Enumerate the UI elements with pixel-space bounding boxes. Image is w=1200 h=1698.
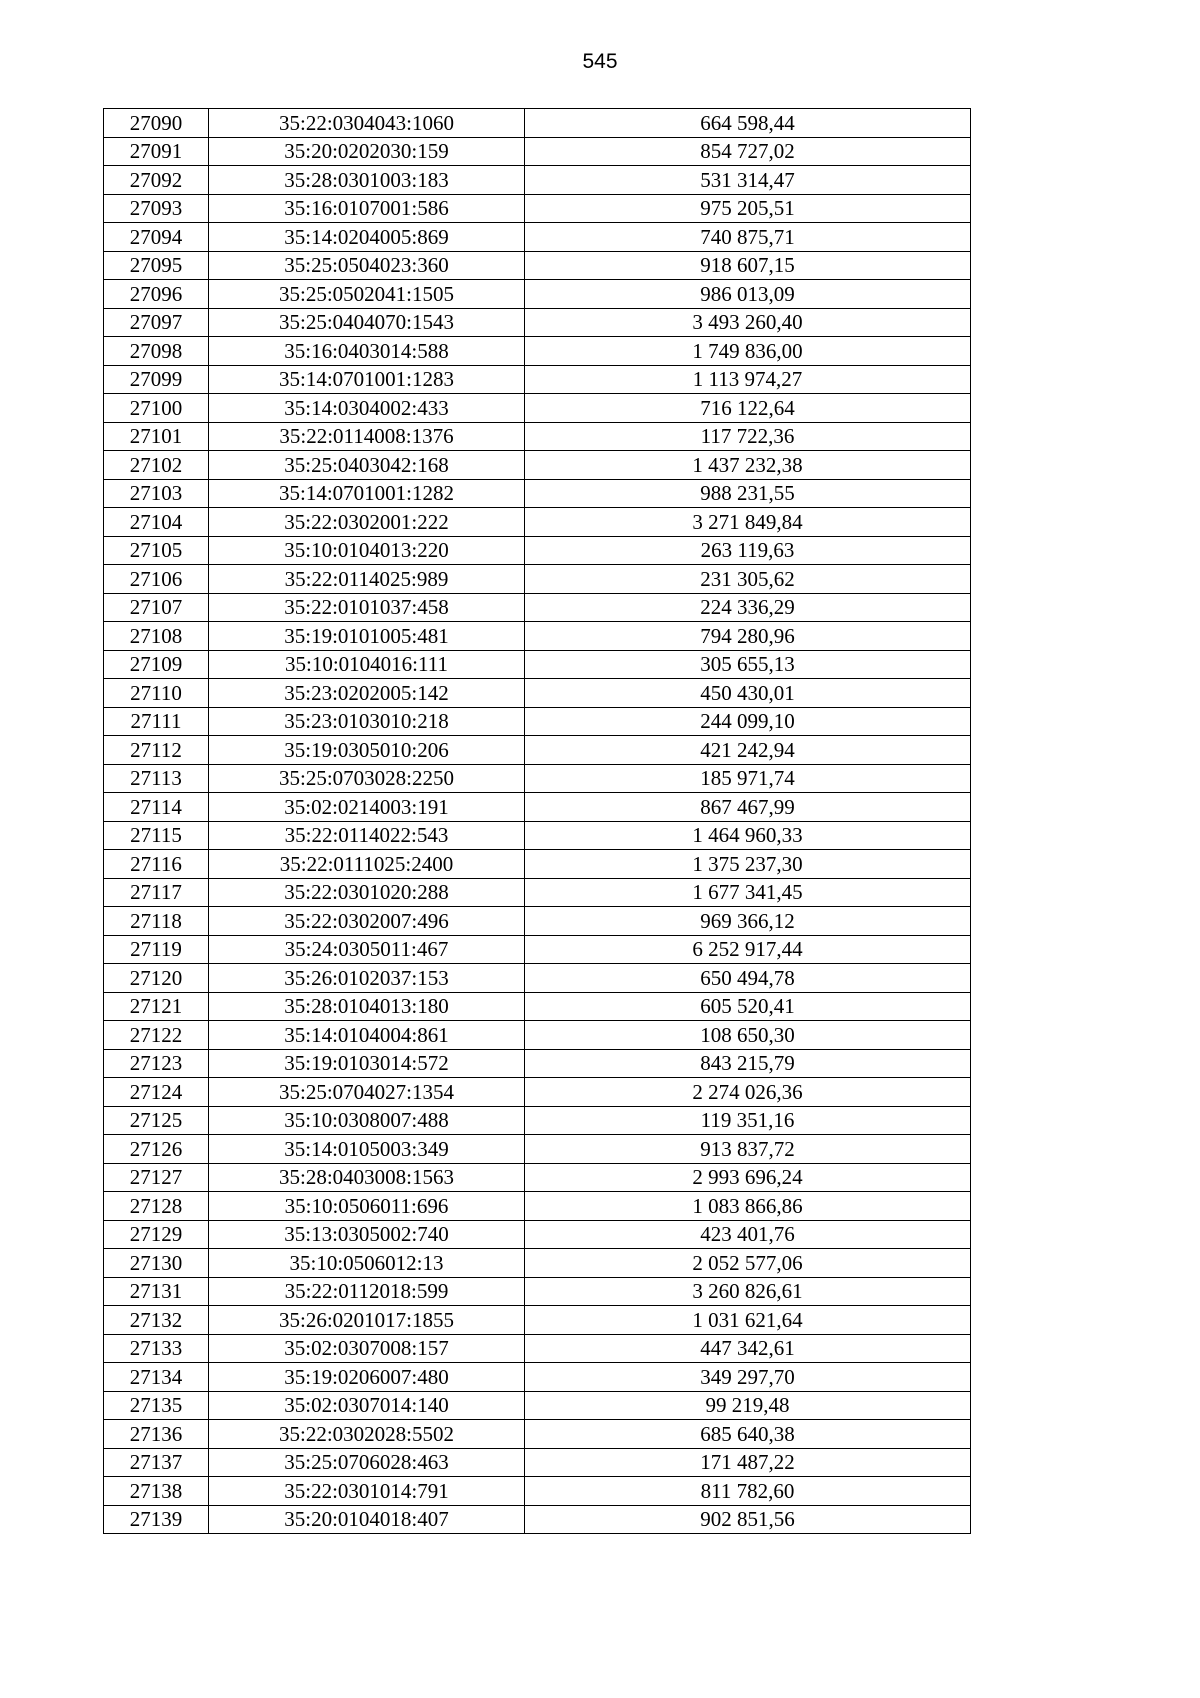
value-cell: 794 280,96 xyxy=(525,622,971,651)
row-number-cell: 27136 xyxy=(104,1420,209,1449)
value-cell: 263 119,63 xyxy=(525,536,971,565)
value-cell: 1 437 232,38 xyxy=(525,451,971,480)
table-row xyxy=(104,308,971,337)
cadastral-number-cell: 35:19:0101005:481 xyxy=(209,622,525,651)
row-number-cell: 27094 xyxy=(104,223,209,252)
table-row xyxy=(104,1306,971,1335)
table-row xyxy=(104,1334,971,1363)
row-number-cell: 27091 xyxy=(104,137,209,166)
value-cell: 969 366,12 xyxy=(525,907,971,936)
row-number-cell: 27126 xyxy=(104,1135,209,1164)
row-number-cell: 27127 xyxy=(104,1163,209,1192)
row-number-cell: 27135 xyxy=(104,1391,209,1420)
table-row xyxy=(104,137,971,166)
table-row xyxy=(104,992,971,1021)
cadastral-number-cell: 35:14:0104004:861 xyxy=(209,1021,525,1050)
cadastral-number-cell: 35:14:0701001:1283 xyxy=(209,365,525,394)
cadastral-number-cell: 35:25:0704027:1354 xyxy=(209,1078,525,1107)
cadastral-number-cell: 35:19:0206007:480 xyxy=(209,1363,525,1392)
value-cell: 988 231,55 xyxy=(525,479,971,508)
value-cell: 1 083 866,86 xyxy=(525,1192,971,1221)
value-cell: 902 851,56 xyxy=(525,1505,971,1534)
value-cell: 986 013,09 xyxy=(525,280,971,309)
cadastral-number-cell: 35:25:0703028:2250 xyxy=(209,764,525,793)
row-number-cell: 27123 xyxy=(104,1049,209,1078)
table-row xyxy=(104,1078,971,1107)
table-row xyxy=(104,479,971,508)
table-row xyxy=(104,223,971,252)
row-number-cell: 27096 xyxy=(104,280,209,309)
value-cell: 185 971,74 xyxy=(525,764,971,793)
row-number-cell: 27112 xyxy=(104,736,209,765)
value-cell: 740 875,71 xyxy=(525,223,971,252)
value-cell: 423 401,76 xyxy=(525,1220,971,1249)
registry-table-body xyxy=(104,109,971,1534)
table-row xyxy=(104,1391,971,1420)
table-row xyxy=(104,109,971,138)
value-cell: 650 494,78 xyxy=(525,964,971,993)
row-number-cell: 27102 xyxy=(104,451,209,480)
table-row xyxy=(104,593,971,622)
cadastral-number-cell: 35:20:0202030:159 xyxy=(209,137,525,166)
row-number-cell: 27104 xyxy=(104,508,209,537)
cadastral-number-cell: 35:19:0103014:572 xyxy=(209,1049,525,1078)
row-number-cell: 27117 xyxy=(104,878,209,907)
table-row xyxy=(104,422,971,451)
cadastral-number-cell: 35:28:0403008:1563 xyxy=(209,1163,525,1192)
row-number-cell: 27114 xyxy=(104,793,209,822)
cadastral-number-cell: 35:25:0706028:463 xyxy=(209,1448,525,1477)
value-cell: 1 375 237,30 xyxy=(525,850,971,879)
cadastral-number-cell: 35:22:0302028:5502 xyxy=(209,1420,525,1449)
cadastral-number-cell: 35:22:0302001:222 xyxy=(209,508,525,537)
value-cell: 1 677 341,45 xyxy=(525,878,971,907)
value-cell: 531 314,47 xyxy=(525,166,971,195)
table-row xyxy=(104,280,971,309)
value-cell: 843 215,79 xyxy=(525,1049,971,1078)
cadastral-number-cell: 35:10:0506012:13 xyxy=(209,1249,525,1278)
table-row xyxy=(104,1135,971,1164)
cadastral-number-cell: 35:20:0104018:407 xyxy=(209,1505,525,1534)
row-number-cell: 27099 xyxy=(104,365,209,394)
row-number-cell: 27137 xyxy=(104,1448,209,1477)
cadastral-number-cell: 35:14:0105003:349 xyxy=(209,1135,525,1164)
cadastral-number-cell: 35:23:0202005:142 xyxy=(209,679,525,708)
cadastral-number-cell: 35:22:0114022:543 xyxy=(209,821,525,850)
cadastral-number-cell: 35:10:0104013:220 xyxy=(209,536,525,565)
cadastral-number-cell: 35:25:0502041:1505 xyxy=(209,280,525,309)
value-cell: 3 271 849,84 xyxy=(525,508,971,537)
value-cell: 716 122,64 xyxy=(525,394,971,423)
value-cell: 1 749 836,00 xyxy=(525,337,971,366)
cadastral-number-cell: 35:25:0404070:1543 xyxy=(209,308,525,337)
table-row xyxy=(104,565,971,594)
cadastral-number-cell: 35:26:0201017:1855 xyxy=(209,1306,525,1335)
cadastral-number-cell: 35:10:0104016:111 xyxy=(209,650,525,679)
table-row xyxy=(104,251,971,280)
value-cell: 450 430,01 xyxy=(525,679,971,708)
row-number-cell: 27101 xyxy=(104,422,209,451)
row-number-cell: 27100 xyxy=(104,394,209,423)
table-row xyxy=(104,736,971,765)
table-row xyxy=(104,1220,971,1249)
table-row xyxy=(104,1505,971,1534)
table-row xyxy=(104,1163,971,1192)
value-cell: 3 260 826,61 xyxy=(525,1277,971,1306)
table-row xyxy=(104,935,971,964)
value-cell: 854 727,02 xyxy=(525,137,971,166)
value-cell: 447 342,61 xyxy=(525,1334,971,1363)
table-row xyxy=(104,194,971,223)
value-cell: 421 242,94 xyxy=(525,736,971,765)
cadastral-number-cell: 35:22:0112018:599 xyxy=(209,1277,525,1306)
row-number-cell: 27111 xyxy=(104,707,209,736)
cadastral-number-cell: 35:16:0403014:588 xyxy=(209,337,525,366)
row-number-cell: 27109 xyxy=(104,650,209,679)
row-number-cell: 27098 xyxy=(104,337,209,366)
cadastral-number-cell: 35:25:0403042:168 xyxy=(209,451,525,480)
row-number-cell: 27106 xyxy=(104,565,209,594)
table-row xyxy=(104,166,971,195)
row-number-cell: 27103 xyxy=(104,479,209,508)
row-number-cell: 27095 xyxy=(104,251,209,280)
row-number-cell: 27139 xyxy=(104,1505,209,1534)
table-row xyxy=(104,394,971,423)
cadastral-number-cell: 35:10:0308007:488 xyxy=(209,1106,525,1135)
row-number-cell: 27128 xyxy=(104,1192,209,1221)
cadastral-number-cell: 35:22:0302007:496 xyxy=(209,907,525,936)
table-row xyxy=(104,707,971,736)
cadastral-number-cell: 35:22:0304043:1060 xyxy=(209,109,525,138)
table-row xyxy=(104,878,971,907)
table-row xyxy=(104,1192,971,1221)
cadastral-number-cell: 35:22:0301014:791 xyxy=(209,1477,525,1506)
table-row xyxy=(104,1277,971,1306)
row-number-cell: 27097 xyxy=(104,308,209,337)
value-cell: 2 274 026,36 xyxy=(525,1078,971,1107)
table-row xyxy=(104,337,971,366)
row-number-cell: 27131 xyxy=(104,1277,209,1306)
table-row xyxy=(104,622,971,651)
value-cell: 1 113 974,27 xyxy=(525,365,971,394)
table-row xyxy=(104,793,971,822)
cadastral-number-cell: 35:22:0111025:2400 xyxy=(209,850,525,879)
table-row xyxy=(104,508,971,537)
cadastral-number-cell: 35:24:0305011:467 xyxy=(209,935,525,964)
cadastral-number-cell: 35:28:0301003:183 xyxy=(209,166,525,195)
value-cell: 117 722,36 xyxy=(525,422,971,451)
row-number-cell: 27121 xyxy=(104,992,209,1021)
value-cell: 867 467,99 xyxy=(525,793,971,822)
table-row xyxy=(104,907,971,936)
table-row xyxy=(104,679,971,708)
cadastral-number-cell: 35:16:0107001:586 xyxy=(209,194,525,223)
value-cell: 244 099,10 xyxy=(525,707,971,736)
row-number-cell: 27129 xyxy=(104,1220,209,1249)
cadastral-number-cell: 35:02:0307008:157 xyxy=(209,1334,525,1363)
value-cell: 349 297,70 xyxy=(525,1363,971,1392)
row-number-cell: 27134 xyxy=(104,1363,209,1392)
value-cell: 664 598,44 xyxy=(525,109,971,138)
table-row xyxy=(104,850,971,879)
cadastral-number-cell: 35:22:0101037:458 xyxy=(209,593,525,622)
row-number-cell: 27108 xyxy=(104,622,209,651)
page-number: 545 xyxy=(582,50,618,73)
cadastral-number-cell: 35:19:0305010:206 xyxy=(209,736,525,765)
value-cell: 2 993 696,24 xyxy=(525,1163,971,1192)
table-row xyxy=(104,1448,971,1477)
row-number-cell: 27130 xyxy=(104,1249,209,1278)
cadastral-number-cell: 35:23:0103010:218 xyxy=(209,707,525,736)
row-number-cell: 27092 xyxy=(104,166,209,195)
value-cell: 305 655,13 xyxy=(525,650,971,679)
row-number-cell: 27110 xyxy=(104,679,209,708)
table-row xyxy=(104,764,971,793)
value-cell: 3 493 260,40 xyxy=(525,308,971,337)
table-row xyxy=(104,536,971,565)
table-row xyxy=(104,1021,971,1050)
row-number-cell: 27090 xyxy=(104,109,209,138)
cadastral-number-cell: 35:10:0506011:696 xyxy=(209,1192,525,1221)
row-number-cell: 27138 xyxy=(104,1477,209,1506)
cadastral-number-cell: 35:22:0114025:989 xyxy=(209,565,525,594)
table-row xyxy=(104,365,971,394)
value-cell: 685 640,38 xyxy=(525,1420,971,1449)
value-cell: 1 464 960,33 xyxy=(525,821,971,850)
cadastral-number-cell: 35:13:0305002:740 xyxy=(209,1220,525,1249)
value-cell: 224 336,29 xyxy=(525,593,971,622)
row-number-cell: 27125 xyxy=(104,1106,209,1135)
row-number-cell: 27116 xyxy=(104,850,209,879)
row-number-cell: 27118 xyxy=(104,907,209,936)
registry-table xyxy=(103,108,971,1534)
row-number-cell: 27113 xyxy=(104,764,209,793)
cadastral-number-cell: 35:14:0204005:869 xyxy=(209,223,525,252)
row-number-cell: 27107 xyxy=(104,593,209,622)
row-number-cell: 27115 xyxy=(104,821,209,850)
value-cell: 975 205,51 xyxy=(525,194,971,223)
table-row xyxy=(104,1106,971,1135)
table-row xyxy=(104,1477,971,1506)
value-cell: 119 351,16 xyxy=(525,1106,971,1135)
value-cell: 99 219,48 xyxy=(525,1391,971,1420)
value-cell: 605 520,41 xyxy=(525,992,971,1021)
value-cell: 1 031 621,64 xyxy=(525,1306,971,1335)
row-number-cell: 27124 xyxy=(104,1078,209,1107)
table-row xyxy=(104,1420,971,1449)
value-cell: 6 252 917,44 xyxy=(525,935,971,964)
table-row xyxy=(104,821,971,850)
row-number-cell: 27133 xyxy=(104,1334,209,1363)
table-row xyxy=(104,964,971,993)
table-row xyxy=(104,1049,971,1078)
cadastral-number-cell: 35:02:0307014:140 xyxy=(209,1391,525,1420)
value-cell: 108 650,30 xyxy=(525,1021,971,1050)
cadastral-number-cell: 35:22:0114008:1376 xyxy=(209,422,525,451)
table-row xyxy=(104,1363,971,1392)
value-cell: 2 052 577,06 xyxy=(525,1249,971,1278)
value-cell: 231 305,62 xyxy=(525,565,971,594)
cadastral-number-cell: 35:02:0214003:191 xyxy=(209,793,525,822)
cadastral-number-cell: 35:14:0304002:433 xyxy=(209,394,525,423)
table-row xyxy=(104,1249,971,1278)
row-number-cell: 27119 xyxy=(104,935,209,964)
value-cell: 913 837,72 xyxy=(525,1135,971,1164)
row-number-cell: 27122 xyxy=(104,1021,209,1050)
row-number-cell: 27132 xyxy=(104,1306,209,1335)
row-number-cell: 27105 xyxy=(104,536,209,565)
table-row xyxy=(104,451,971,480)
row-number-cell: 27120 xyxy=(104,964,209,993)
row-number-cell: 27093 xyxy=(104,194,209,223)
value-cell: 811 782,60 xyxy=(525,1477,971,1506)
cadastral-number-cell: 35:26:0102037:153 xyxy=(209,964,525,993)
cadastral-number-cell: 35:28:0104013:180 xyxy=(209,992,525,1021)
value-cell: 171 487,22 xyxy=(525,1448,971,1477)
cadastral-number-cell: 35:14:0701001:1282 xyxy=(209,479,525,508)
table-row xyxy=(104,650,971,679)
cadastral-number-cell: 35:25:0504023:360 xyxy=(209,251,525,280)
cadastral-number-cell: 35:22:0301020:288 xyxy=(209,878,525,907)
value-cell: 918 607,15 xyxy=(525,251,971,280)
